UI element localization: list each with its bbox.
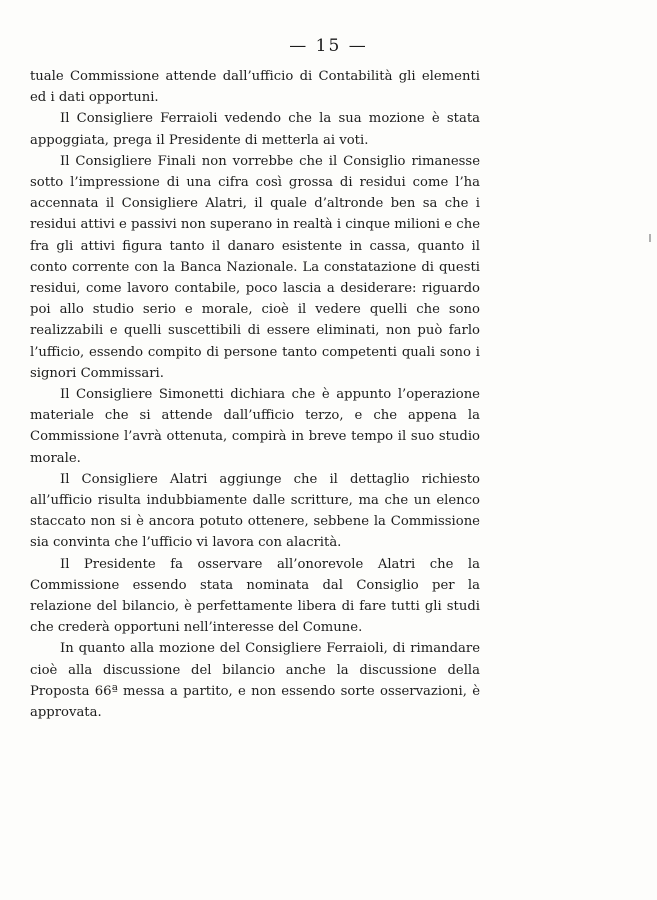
paragraph-approval: In quanto alla mozione del Consigliere Ferraioli, di rimandare cioè alla discussione del bilancio anche la discussione della Proposta 66ª messa a partito, e non essendo sorte osservazioni, è approvata. (30, 641, 480, 721)
page-number: — 15 — (289, 36, 368, 56)
margin-mark (649, 234, 651, 242)
paragraph-presidente: Il Presidente fa osservare all’onorevole Alatri che la Commissione essendo stata nominata dal Consiglio per la relazione del bilancio, è perfettamente libera di fare tutti gli studi che crederà opportuni nell’interesse del Comune. (30, 556, 480, 636)
body-text (30, 66, 480, 723)
paragraph-finali: Il Consigliere Finali non vorrebbe che il Consiglio rimanesse sotto l’impressione di una cifra così grossa di residui come l’ha accennata il Consigliere Alatri, il quale d’altronde ben sa che i residui attivi e passivi non superano in realtà i cinque milioni e che fra gli attivi figura tanto il danaro esistente in cassa, quanto il conto corrente con la Banca Nazionale. La constatazione di questi residui, come lavoro contabile, poco lascia a desiderare: riguardo poi allo studio serio e morale, cioè il vedere quelli che sono realizzabili e quelli suscettibili di essere eliminati, non può farlo l’ufficio, essendo compito di persone tanto competenti quali sono i signori Commissari. (30, 153, 480, 381)
paragraph-alatri: Il Consigliere Alatri aggiunge che il dettaglio richiesto all’ufficio risulta indubbiamente dalle scritture, ma che un elenco staccato non si è ancora potuto ottenere, sebbene la Commissione sia convinta che l’ufficio vi lavora con alacrità. (30, 471, 480, 551)
paragraph-ferraioli-motion: Il Consigliere Ferraioli vedendo che la sua mozione è stata appoggiata, prega il Presidente di metterla ai voti. (30, 111, 480, 148)
paragraph-simonetti: Il Consigliere Simonetti dichiara che è appunto l’operazione materiale che si attende dall’ufficio terzo, e che appena la Commissione l’avrà ottenuta, compirà in breve tempo il suo studio morale. (30, 387, 480, 466)
paragraph-continuation: tuale Commissione attende dall’ufficio di Contabilità gli elementi ed i dati opportuni. (30, 69, 480, 106)
